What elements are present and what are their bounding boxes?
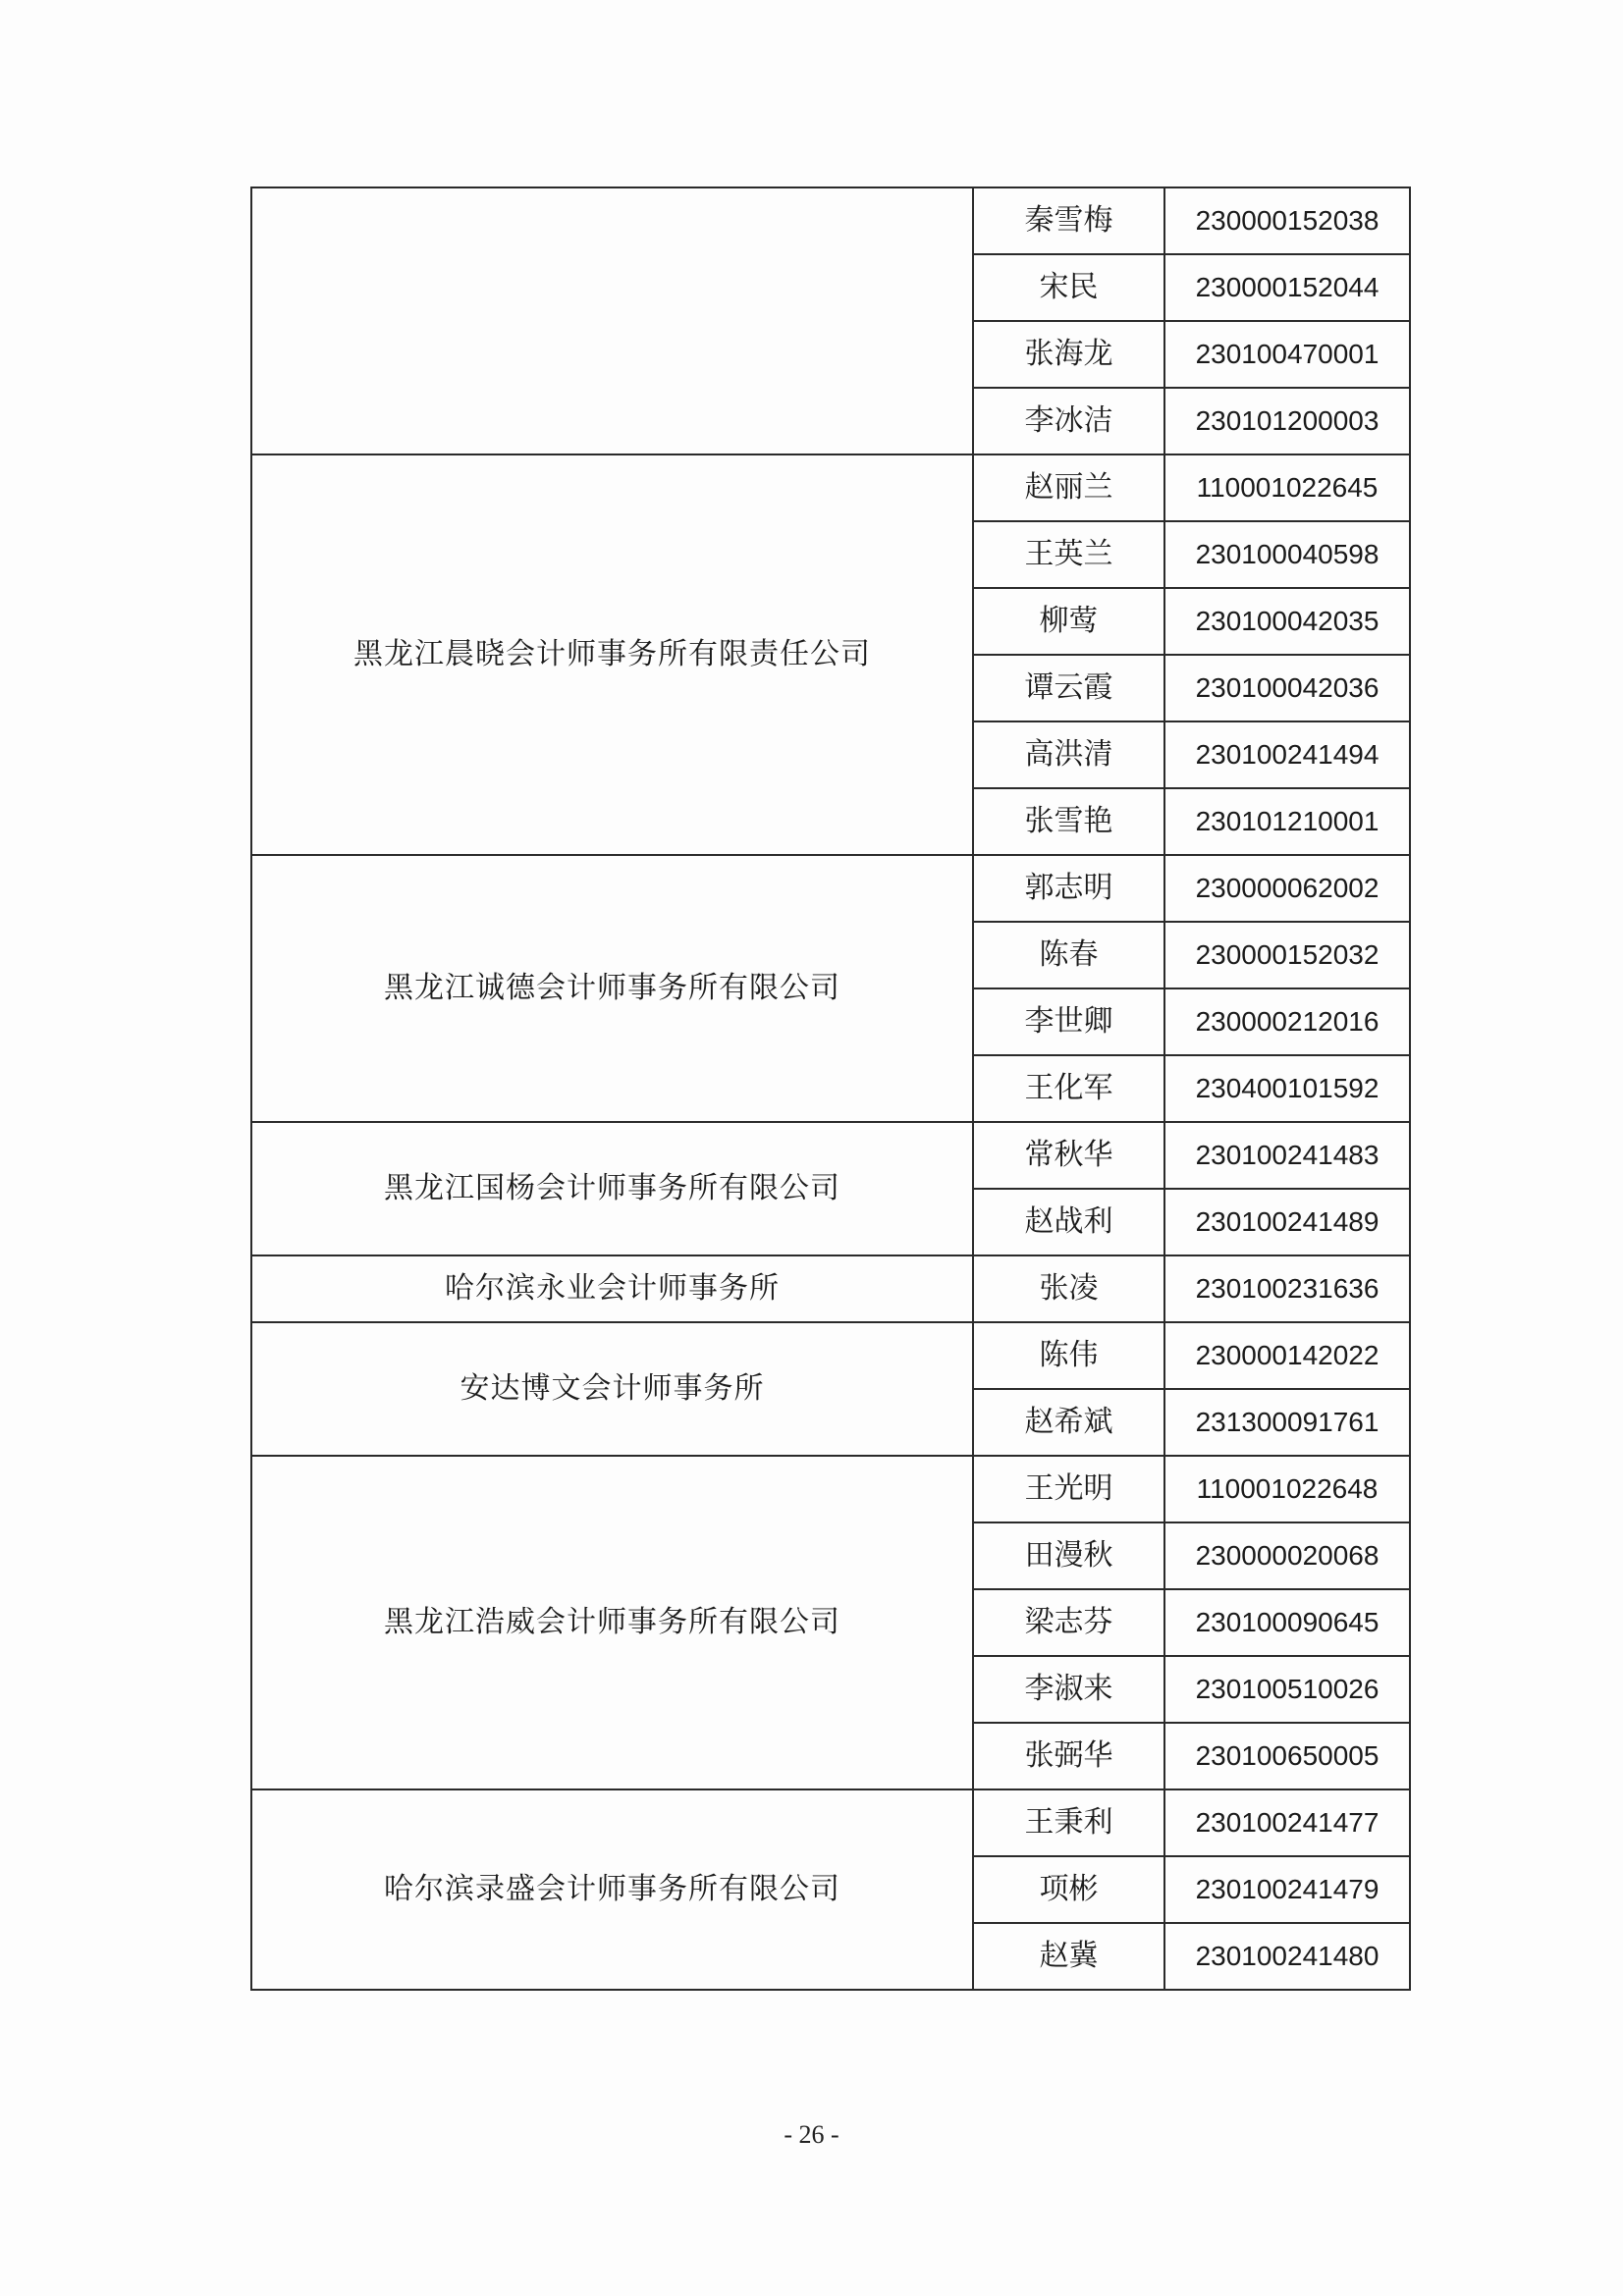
cpa-id-cell: 230000142022 bbox=[1164, 1322, 1410, 1389]
cpa-name-cell: 秦雪梅 bbox=[973, 187, 1164, 254]
cpa-id-cell: 230100241480 bbox=[1164, 1923, 1410, 1990]
cpa-name-cell: 梁志芬 bbox=[973, 1589, 1164, 1656]
firm-name-cell: 黑龙江国杨会计师事务所有限公司 bbox=[251, 1122, 973, 1255]
table-row bbox=[251, 1322, 1410, 1389]
cpa-id-cell: 230100241489 bbox=[1164, 1189, 1410, 1255]
cpa-id-cell: 230100650005 bbox=[1164, 1723, 1410, 1789]
cpa-name-cell: 李淑来 bbox=[973, 1656, 1164, 1723]
cpa-name-cell: 宋民 bbox=[973, 254, 1164, 321]
cpa-id-cell: 230400101592 bbox=[1164, 1055, 1410, 1122]
firm-name-cell: 黑龙江诚德会计师事务所有限公司 bbox=[251, 855, 973, 1122]
cpa-name-cell: 项彬 bbox=[973, 1856, 1164, 1923]
cpa-name-cell: 高洪清 bbox=[973, 721, 1164, 788]
cpa-id-cell: 230000152038 bbox=[1164, 187, 1410, 254]
cpa-name-cell: 张雪艳 bbox=[973, 788, 1164, 855]
cpa-id-cell: 230000212016 bbox=[1164, 988, 1410, 1055]
table-row bbox=[251, 1456, 1410, 1522]
cpa-name-cell: 陈伟 bbox=[973, 1322, 1164, 1389]
firm-name-cell: 黑龙江浩威会计师事务所有限公司 bbox=[251, 1456, 973, 1789]
firm-name-cell: 安达博文会计师事务所 bbox=[251, 1322, 973, 1456]
cpa-id-cell: 110001022645 bbox=[1164, 454, 1410, 521]
cpa-name-cell: 郭志明 bbox=[973, 855, 1164, 922]
cpa-name-cell: 陈春 bbox=[973, 922, 1164, 988]
cpa-id-cell: 110001022648 bbox=[1164, 1456, 1410, 1522]
cpa-id-cell: 230101210001 bbox=[1164, 788, 1410, 855]
cpa-id-cell: 230100241477 bbox=[1164, 1789, 1410, 1856]
cpa-name-cell: 谭云霞 bbox=[973, 655, 1164, 721]
cpa-id-cell: 230100040598 bbox=[1164, 521, 1410, 588]
cpa-id-cell: 230100231636 bbox=[1164, 1255, 1410, 1322]
cpa-id-cell: 230100241483 bbox=[1164, 1122, 1410, 1189]
cpa-id-cell: 230100510026 bbox=[1164, 1656, 1410, 1723]
cpa-name-cell: 田漫秋 bbox=[973, 1522, 1164, 1589]
cpa-id-cell: 230100090645 bbox=[1164, 1589, 1410, 1656]
table-row bbox=[251, 1255, 1410, 1322]
cpa-id-cell: 230100241479 bbox=[1164, 1856, 1410, 1923]
table-row bbox=[251, 454, 1410, 521]
firm-name-cell: 哈尔滨录盛会计师事务所有限公司 bbox=[251, 1789, 973, 1990]
table-row bbox=[251, 1122, 1410, 1189]
cpa-name-cell: 张凌 bbox=[973, 1255, 1164, 1322]
cpa-name-cell: 常秋华 bbox=[973, 1122, 1164, 1189]
cpa-name-cell: 张海龙 bbox=[973, 321, 1164, 388]
table-row bbox=[251, 855, 1410, 922]
cpa-name-cell: 李冰洁 bbox=[973, 388, 1164, 454]
cpa-name-cell: 王光明 bbox=[973, 1456, 1164, 1522]
cpa-id-cell: 230100470001 bbox=[1164, 321, 1410, 388]
cpa-id-cell: 230100042035 bbox=[1164, 588, 1410, 655]
cpa-id-cell: 230101200003 bbox=[1164, 388, 1410, 454]
cpa-id-cell: 230000152044 bbox=[1164, 254, 1410, 321]
cpa-id-cell: 230000020068 bbox=[1164, 1522, 1410, 1589]
table-row bbox=[251, 187, 1410, 254]
cpa-name-cell: 柳莺 bbox=[973, 588, 1164, 655]
cpa-id-cell: 230100241494 bbox=[1164, 721, 1410, 788]
cpa-name-cell: 王化军 bbox=[973, 1055, 1164, 1122]
table-row bbox=[251, 1789, 1410, 1856]
firm-name-cell: 黑龙江晨晓会计师事务所有限责任公司 bbox=[251, 454, 973, 855]
cpa-id-cell: 230000152032 bbox=[1164, 922, 1410, 988]
cpa-name-cell: 赵希斌 bbox=[973, 1389, 1164, 1456]
cpa-id-cell: 230100042036 bbox=[1164, 655, 1410, 721]
cpa-name-cell: 李世卿 bbox=[973, 988, 1164, 1055]
page-number: - 26 - bbox=[784, 2120, 839, 2149]
cpa-roster-table bbox=[250, 187, 1411, 1991]
cpa-name-cell: 赵冀 bbox=[973, 1923, 1164, 1990]
cpa-name-cell: 赵战利 bbox=[973, 1189, 1164, 1255]
cpa-name-cell: 王英兰 bbox=[973, 521, 1164, 588]
firm-name-cell: 哈尔滨永业会计师事务所 bbox=[251, 1255, 973, 1322]
cpa-name-cell: 王秉利 bbox=[973, 1789, 1164, 1856]
table-body bbox=[251, 187, 1410, 1990]
cpa-name-cell: 赵丽兰 bbox=[973, 454, 1164, 521]
firm-name-cell bbox=[251, 187, 973, 454]
cpa-name-cell: 张弼华 bbox=[973, 1723, 1164, 1789]
cpa-id-cell: 230000062002 bbox=[1164, 855, 1410, 922]
cpa-id-cell: 231300091761 bbox=[1164, 1389, 1410, 1456]
